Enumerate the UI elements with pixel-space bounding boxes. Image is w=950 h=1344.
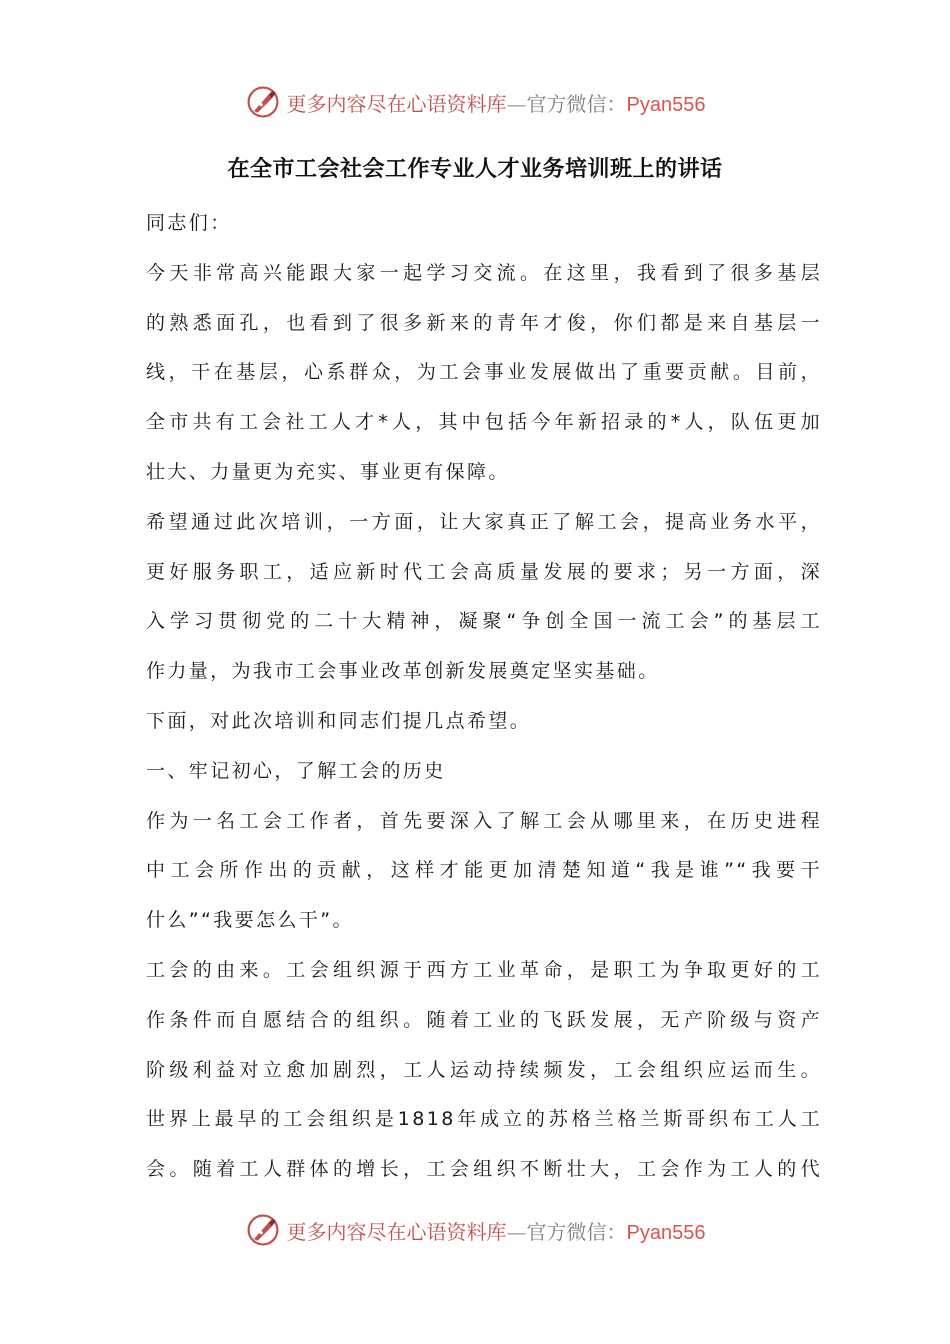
body-text-line: 阶级利益对立愈加剧烈，工人运动持续频发，工会组织应运而生。 [146,1058,822,1081]
body-text-line: 下面，对此次培训和同志们提几点希望。 [146,709,532,732]
pen-nib-circle-icon [245,1212,281,1248]
body-text-line: 今天非常高兴能跟大家一起学习交流。在这里，我看到了很多基层 [146,261,822,284]
body-text-line: 入学习贯彻党的二十大精神，凝聚“争创全国一流工会”的基层工 [146,610,822,633]
body-text-line: 作力量，为我市工会事业改革创新发展奠定坚实基础。 [146,660,660,683]
watermark-text: 更多内容尽在心语资料库—官方微信：Pyan556 [286,91,706,116]
body-text-line: 全市共有工会社工人才*人，其中包括今年新招录的*人，队伍更加 [146,411,822,434]
body-text-line: 希望通过此次培训，一方面，让大家真正了解工会，提高业务水平， [146,510,822,533]
document-body [146,199,822,1195]
body-text-line: 线，干在基层，心系群众，为工会事业发展做出了重要贡献。目前， [146,361,822,384]
body-text-line: 作条件而自愿结合的组织。随着工业的飞跃发展，无产阶级与资产 [146,1008,822,1031]
body-text-line: 同志们： [146,212,232,234]
body-text-line: 一、牢记初心，了解工会的历史 [146,759,446,782]
document-title: 在全市工会社会工作专业人才业务培训班上的讲话 [227,157,723,182]
body-text-line: 的熟悉面孔，也看到了很多新来的青年才俊，你们都是来自基层一 [146,311,822,334]
body-text-line: 世界上最早的工会组织是1818年成立的苏格兰格兰斯哥织布工人工 [146,1108,822,1131]
header-watermark-banner [0,82,950,122]
body-text-line: 壮大、力量更为充实、事业更有保障。 [146,460,510,483]
body-text-line: 什么”“我要怎么干”。 [146,909,354,932]
pen-nib-circle-icon [245,84,281,120]
body-text-line: 作为一名工会工作者，首先要深入了解工会从哪里来，在历史进程 [146,809,822,832]
footer-watermark-banner [0,1210,950,1250]
body-text-line: 更好服务职工，适应新时代工会高质量发展的要求；另一方面，深 [146,560,822,583]
body-text-line: 中工会所作出的贡献，这样才能更加清楚知道“我是谁”“我要干 [146,859,822,882]
body-text-line: 工会的由来。工会组织源于西方工业革命，是职工为争取更好的工 [146,958,822,981]
body-text-line: 会。随着工人群体的增长，工会组织不断壮大，工会作为工人的代 [146,1158,822,1181]
watermark-text: 更多内容尽在心语资料库—官方微信：Pyan556 [286,1219,706,1244]
